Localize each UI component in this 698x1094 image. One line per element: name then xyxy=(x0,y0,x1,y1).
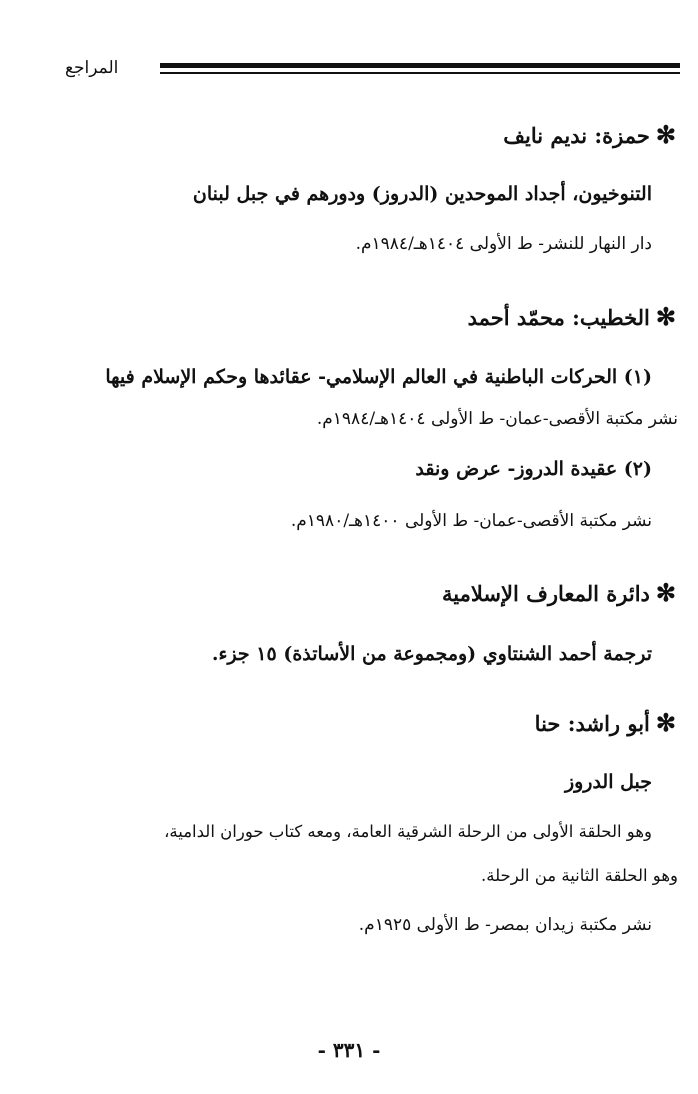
page-number: - ٣٣١ - xyxy=(317,1038,381,1062)
publication-info: دار النهار للنشر- ط الأولى ١٤٠٤هـ/١٩٨٤م. xyxy=(355,234,652,254)
entry-heading: ✻حمزة: نديم نايف xyxy=(503,120,676,149)
entry-heading: ✻دائرة المعارف الإسلامية xyxy=(442,578,676,607)
description-line: وهو الحلقة الأولى من الرحلة الشرقية العامة، ومعه كتاب حوران الدامية، xyxy=(164,822,652,841)
entry-heading: ✻الخطيب: محمّد أحمد xyxy=(467,302,676,331)
running-head: المراجع xyxy=(65,58,119,78)
reference-title: التنوخيون، أجداد الموحدين (الدروز) ودورهم في جبل لبنان xyxy=(192,183,652,205)
asterisk-icon: ✻ xyxy=(655,120,676,149)
publication-info: نشر مكتبة الأقصى-عمان- ط الأولى ١٤٠٠هـ/١٩٨٠م. xyxy=(290,511,652,531)
asterisk-icon: ✻ xyxy=(655,708,676,737)
header-rule-thin xyxy=(160,72,680,74)
entry-heading: ✻أبو راشد: حنا xyxy=(534,708,676,737)
reference-title: جبل الدروز xyxy=(564,771,652,793)
asterisk-icon: ✻ xyxy=(655,302,676,331)
header-rule-thick xyxy=(160,63,680,68)
reference-title: (١) الحركات الباطنية في العالم الإسلامي- عقائدها وحكم الإسلام فيها xyxy=(105,366,652,388)
reference-title: ترجمة أحمد الشنتاوي (ومجموعة من الأساتذة) ١٥ جزء. xyxy=(211,643,652,665)
publication-info: نشر مكتبة الأقصى-عمان- ط الأولى ١٤٠٤هـ/١٩٨٤م. xyxy=(316,409,678,429)
publication-info: نشر مكتبة زيدان بمصر- ط الأولى ١٩٢٥م. xyxy=(358,915,652,935)
reference-title: (٢) عقيدة الدروز- عرض ونقد xyxy=(415,458,652,480)
asterisk-icon: ✻ xyxy=(655,578,676,607)
description-line: وهو الحلقة الثانية من الرحلة. xyxy=(481,866,678,885)
